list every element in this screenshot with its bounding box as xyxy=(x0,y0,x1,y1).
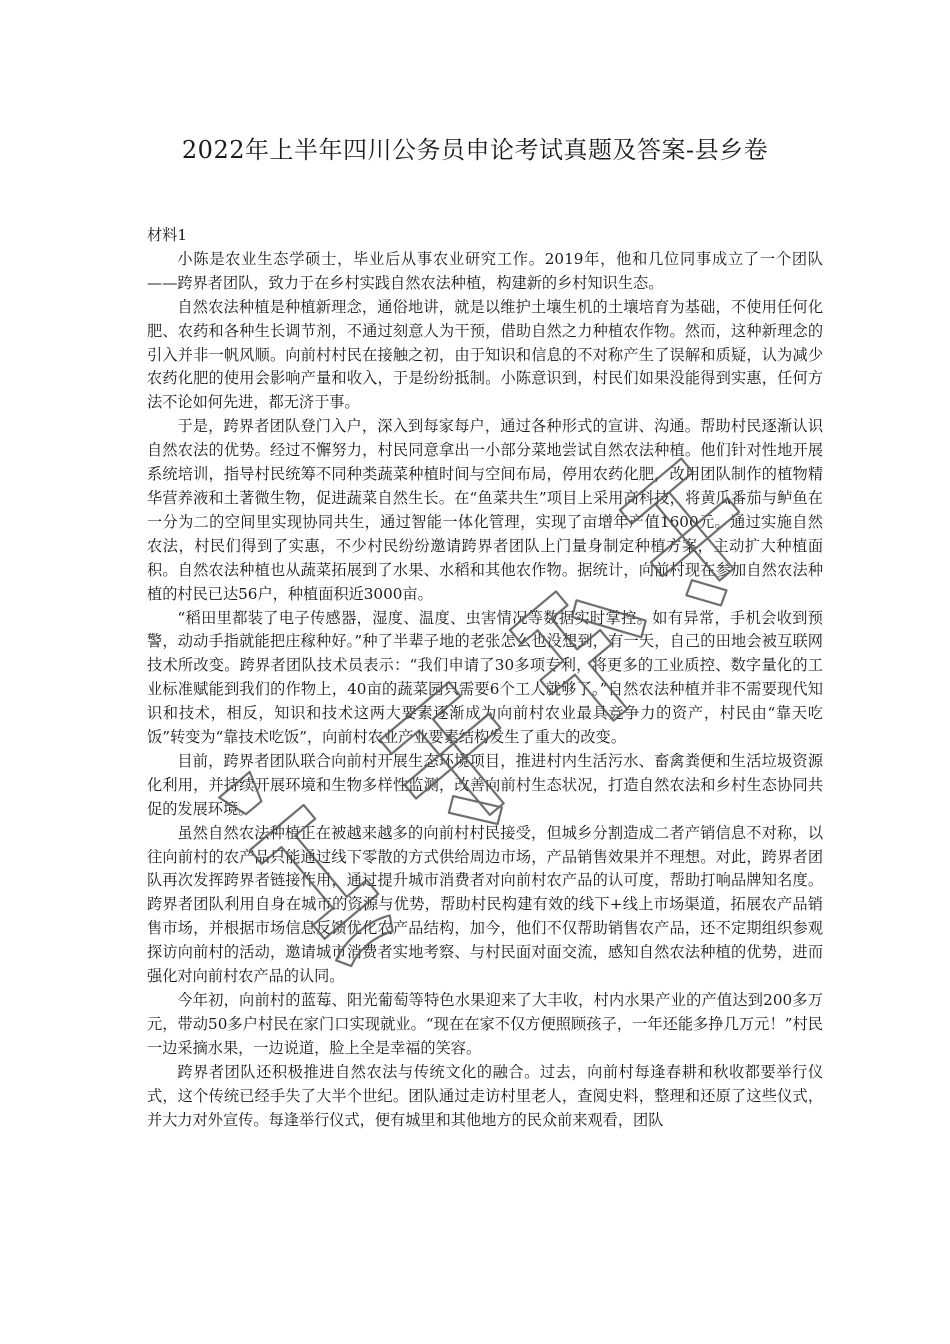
document-title: 2022年上半年四川公务员申论考试真题及答案-县乡卷 xyxy=(181,136,769,164)
paragraph: 今年初，向前村的蓝莓、阳光葡萄等特色水果迎来了大丰收，村内水果产业的产值达到200多万元，带动50多户村民在家门口实现就业。“现在在家不仅方便照顾孩子，一年还能多挣几万元！”村民一边采摘水果，一边说道，脸上全是幸福的笑容。 xyxy=(147,991,823,1057)
paragraph: 小陈是农业生态学硕士，毕业后从事农业研究工作。2019年，他和几位同事成立了一个团队——跨界者团队，致力于在乡村实践自然农法种植，构建新的乡村知识生态。 xyxy=(147,249,823,292)
document-body xyxy=(147,224,823,1132)
paragraph: 于是，跨界者团队登门入户，深入到每家每户，通过各种形式的宣讲、沟通。帮助村民逐渐认识自然农法的优势。经过不懈努力，村民同意拿出一小部分菜地尝试自然农法种植。他们针对性地开展系统培训，指导村民统筹不同种类蔬菜种植时间与空间布局，停用农药化肥，改用团队制作的植物精华营养液和土著微生物，促进蔬菜自然生长。在“鱼菜共生”项目上采用高科技，将黄瓜番茄与鲈鱼在一分为二的空间里实现协同共生，通过智能一体化管理，实现了亩增年产值1600元。通过实施自然农法，村民们得到了实惠，不少村民纷纷邀请跨界者团队上门量身制定种植方案，主动扩大种植面积。自然农法种植也从蔬菜拓展到了水果、水稻和其他农作物。据统计，向前村现在参加自然农法种植的村民已达56户，种植面积近3000亩。 xyxy=(147,417,823,603)
paragraph: “稻田里都装了电子传感器，湿度、温度、虫害情况等数据实时掌控。如有异常，手机会收到预警，动动手指就能把庄稼种好。”种了半辈子地的老张怎么也没想到，有一天，自己的田地会被互联网技术所改变。跨界者团队技术员表示：“我们申请了30多项专利，将更多的工业质控、数字量化的工业标准赋能到我们的作物上，40亩的蔬菜园只需要6个工人就够了。”自然农法种植并非不需要现代知识和技术，相反，知识和技术这两大要素逐渐成为向前村农业最具竞争力的资产，村民由“靠天吃饭”转变为“靠技术吃饭”，向前村农业产业要素结构发生了重大的改变。 xyxy=(147,608,823,747)
paragraph: 自然农法种植是种植新理念，通俗地讲，就是以维护土壤生机的土壤培育为基础，不使用任何化肥、农药和各种生长调节剂，不通过刻意人为干预，借助自然之力种植农作物。然而，这种新理念的引入并非一帆风顺。向前村村民在接触之初，由于知识和信息的不对称产生了误解和质疑，认为减少农药化肥的使用会影响产量和收入，于是纷纷抵制。小陈意识到，村民们如果没能得到实惠，任何方法不论如何先进，都无济于事。 xyxy=(147,297,823,412)
paragraph: 虽然自然农法种植正在被越来越多的向前村村民接受，但城乡分割造成二者产销信息不对称，以往向前村的农产品只能通过线下零散的方式供给周边市场，产品销售效果并不理想。对此，跨界者团队再次发挥跨界者链接作用，通过提升城市消费者对向前村农产品的认可度，帮助打响品牌知名度。跨界者团队利用自身在城市的资源与优势，帮助村民构建有效的线下+线上市场渠道，拓展农产品销售市场，并根据市场信息反馈优化农产品结构，加今，他们不仅帮助销售农产品，还不定期组织参观探访向前村的活动，邀请城市消费者实地考察、与村民面对面交流，感知自然农法种植的优势，进而强化对向前村农产品的认同。 xyxy=(147,823,823,986)
paragraph: 目前，跨界者团队联合向前村开展生态环境项目，推进村内生活污水、畜禽粪便和生活垃圾资源化利用，并持续开展环境和生物多样性监测，改善向前村生态状况，打造自然农法和乡村生态协同共促的发展环境。 xyxy=(147,751,823,818)
section-label: 材料1 xyxy=(147,226,188,244)
paragraph: 跨界者团队还积极推进自然农法与传统文化的融合。过去，向前村每逢春耕和秋收都要举行仪式，这个传统已经手失了大半个世纪。团队通过走访村里老人，查阅史料，整理和还原了这些仪式，并大力对外宣传。每逢举行仪式，便有城里和其他地方的民众前来观看，团队 xyxy=(147,1062,823,1129)
